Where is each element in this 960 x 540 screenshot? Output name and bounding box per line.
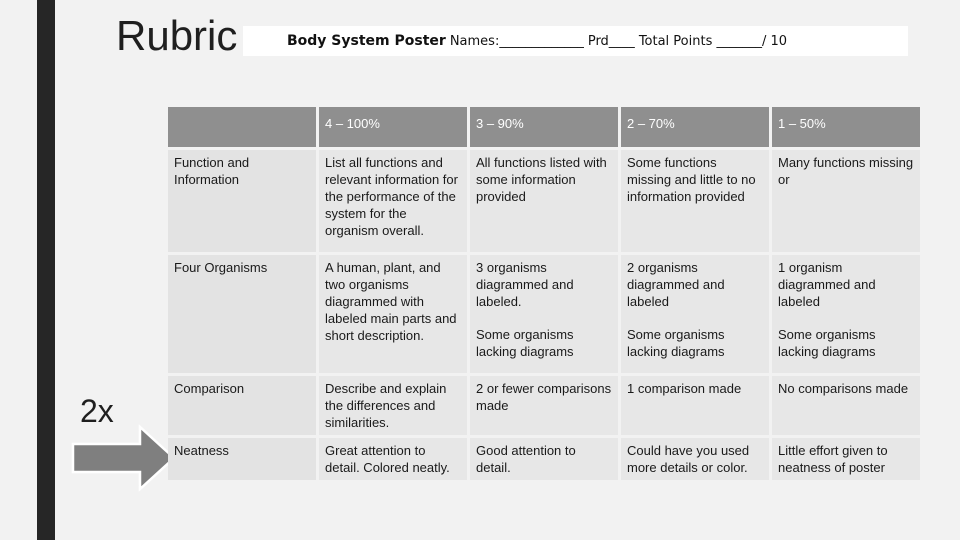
header-score-4: 4 – 100% xyxy=(319,107,467,147)
right-arrow-icon xyxy=(70,424,180,492)
cell: 2 or fewer comparisons made xyxy=(470,376,618,435)
table-row xyxy=(168,376,920,435)
table-row xyxy=(168,150,920,252)
cell: List all functions and relevant information for the performance of the system for the organism overall. xyxy=(319,150,467,252)
cell-main: 3 organisms diagrammed and labeled. xyxy=(476,260,574,309)
header-score-1: 1 – 50% xyxy=(772,107,920,147)
table-header-row xyxy=(168,107,920,147)
cell: Could have you used more details or color. xyxy=(621,438,769,480)
names-field: Names:_____________ xyxy=(449,33,584,49)
cell-extra: Some organisms lacking diagrams xyxy=(627,327,725,359)
header-score-2: 2 – 70% xyxy=(621,107,769,147)
table-row xyxy=(168,255,920,373)
accent-bar xyxy=(37,0,55,540)
cell: Many functions missing or xyxy=(772,150,920,252)
table-row xyxy=(168,438,920,480)
header-corner xyxy=(168,107,316,147)
project-title: Body System Poster xyxy=(287,33,446,49)
cell xyxy=(470,255,618,373)
cell: Great attention to detail. Colored neatly. xyxy=(319,438,467,480)
cell-extra: Some organisms lacking diagrams xyxy=(476,327,574,359)
criterion-neatness: Neatness xyxy=(168,438,316,480)
slide-title: Rubric xyxy=(116,12,238,59)
cell: 1 comparison made xyxy=(621,376,769,435)
cell-main: A human, plant, and two organisms diagrammed with labeled main parts and short description. xyxy=(325,260,457,343)
criterion-comparison: Comparison xyxy=(168,376,316,435)
rubric-table xyxy=(165,104,923,483)
cell: Some functions missing and little to no information provided xyxy=(621,150,769,252)
cell-main: 1 organism diagrammed and labeled xyxy=(778,260,876,309)
cell-extra: Some organisms lacking diagrams xyxy=(778,327,876,359)
cell: Little effort given to neatness of poster xyxy=(772,438,920,480)
cell-main: 2 organisms diagrammed and labeled xyxy=(627,260,725,309)
cell: All functions listed with some information provided xyxy=(470,150,618,252)
cell xyxy=(772,255,920,373)
criterion-function: Function and Information xyxy=(168,150,316,252)
cell: No comparisons made xyxy=(772,376,920,435)
cell: Describe and explain the differences and similarities. xyxy=(319,376,467,435)
cell xyxy=(621,255,769,373)
multiplier-label: 2x xyxy=(80,393,114,429)
period-field: Prd____ xyxy=(587,33,635,49)
cell: Good attention to detail. xyxy=(470,438,618,480)
total-points-field: Total Points _______/ 10 xyxy=(638,33,788,49)
poster-header xyxy=(243,26,908,56)
criterion-organisms: Four Organisms xyxy=(168,255,316,373)
cell xyxy=(319,255,467,373)
header-score-3: 3 – 90% xyxy=(470,107,618,147)
